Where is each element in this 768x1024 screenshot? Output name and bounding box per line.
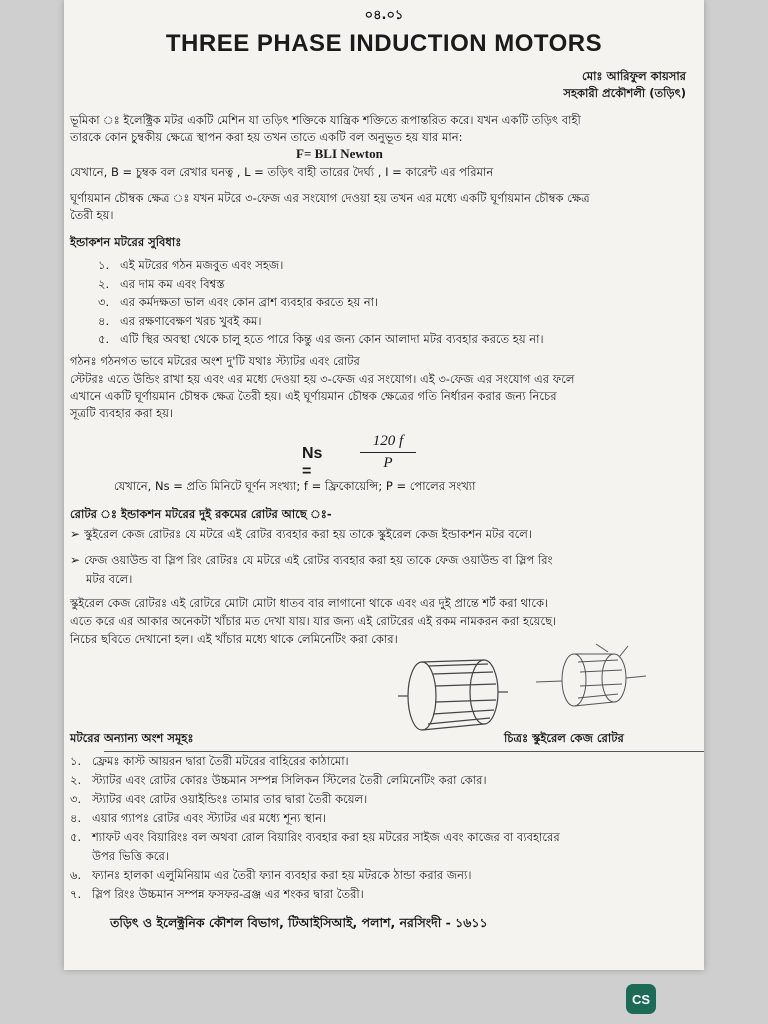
fraction-bar	[360, 452, 416, 453]
author-block	[563, 68, 686, 102]
construction-line: গঠনঃ গঠনগত ভাবে মটরের অংশ দু'টি যথাঃ স্ট্যাটর এবং রোটর	[70, 354, 360, 368]
camscanner-logo-icon: CS	[626, 984, 656, 1014]
list-item: ৩. এর কর্মদক্ষতা ভাল এবং কোন ব্রাশ ব্যবহার করতে হয় না।	[98, 295, 379, 309]
list-item: ২. এর দাম কম এবং বিশ্বস্ত	[98, 276, 225, 291]
arrow-bullet-icon: ➢	[70, 553, 81, 567]
rotating-field-line-2: তৈরী হয়।	[70, 208, 114, 222]
author-designation: সহকারী প্রকৌশলী (তড়িৎ)	[563, 86, 686, 100]
stator-line-1: স্টেটরঃ এতে উন্ডিং রাখা হয় এবং এর মধ্যে দেওয়া হয় ৩-ফেজ এর সংযোগ। এই ৩-ফেজ এর সংযোগ এর ফলে	[70, 372, 575, 386]
stator-line-2: এখানে একটি ঘূর্ণায়মান চৌম্বক ক্ষেত্র তৈরী হয়। এই ঘূর্ণায়মান চৌম্বক ক্ষেত্রের গতি নির্ধারন করার জন্য নিচের	[70, 389, 557, 403]
page-number: ০৪.০১	[364, 8, 404, 23]
rotor-type-1: ➢ স্কুইরেল কেজ রোটরঃ যে মটরে এই রোটর ব্যবহার করা হয় তাকে স্কুইরেল কেজ ইন্ডাকশন মটর বলে।	[70, 527, 532, 541]
speed-formula-numerator: 120 f	[372, 433, 404, 449]
list-item: ৭. স্লিপ রিংঃ উচ্চমান সম্পন্ন ফসফর-ব্রঞ্জ এর শংকর দ্বারা তৈরী।	[70, 887, 364, 901]
list-item: ২. স্ট্যাটর এবং রোটর কোরঃ উচ্চমান সম্পন্ন সিলিকন স্টিলের তৈরী লেমিনেটিং করা কোর।	[70, 773, 487, 787]
list-item: ১. এই মটরের গঠন মজবুত এবং সহজ।	[98, 258, 284, 272]
author-name: মোঃ আরিফুল কায়সার	[582, 69, 686, 83]
figure-caption: চিত্রঃ স্কুইরেল কেজ রোটর	[504, 731, 624, 745]
other-parts-list	[70, 752, 560, 904]
list-item: উপর ভিত্তি করে।	[92, 849, 169, 863]
intro-line-2: তারকে কোন চুম্বকীয় ক্ষেত্রে স্থাপন করা হয় তখন তাতে একটি বল অনুভূত হয় যার মান:	[70, 130, 463, 144]
squirrel-line-3: নিচের ছবিতে দেখানো হল। এই খাঁচার মধ্যে থাকে লেমিনেটিং করা কোর।	[70, 632, 398, 646]
rotor-type-2-cont: মটর বলে।	[86, 572, 133, 586]
squirrel-line-1: স্কুইরেল কেজ রোটরঃ এই রোটরে মোটা মোটা ধাতব বার লাগানো থাকে এবং এর দুই প্রান্তে শর্ট করা থাকে।	[70, 596, 549, 610]
speed-formula-where: যেখানে, Ns = প্রতি মিনিটে ঘূর্ণন সংখ্যা; f = ফ্রিকোয়েন্সি; P = পোলের সংখ্যা	[114, 479, 476, 493]
other-parts-heading: মটরের অন্যান্য অংশ সমূহঃ	[70, 731, 194, 745]
force-formula: F= BLI Newton	[296, 146, 383, 161]
intro-where: যেখানে, B = চুম্বক বল রেখার ঘনত্ব , L = তড়িৎ বাহী তারের দৈর্ঘ্য , I = কারেন্ট এর পরিমান	[70, 165, 494, 179]
advantages-heading: ইন্ডাকশন মটরের সুবিধাঃ	[70, 235, 182, 249]
advantages-list	[98, 256, 544, 349]
page-title: THREE PHASE INDUCTION MOTORS	[165, 30, 603, 57]
speed-formula-fraction	[360, 433, 416, 472]
arrow-bullet-icon: ➢	[70, 527, 81, 541]
rotating-field-line-1: ঘূর্ণায়মান চৌম্বক ক্ষেত্র ঃ যখন মটরে ৩-ফেজ এর সংযোগ দেওয়া হয় তখন এর মধ্যে একটি ঘূর্ণায়মান চৌম্বক ক্ষেত্র	[70, 191, 590, 205]
document-page	[64, 0, 704, 970]
list-item: ৬. ফ্যানঃ হালকা এলুমিনিয়াম এর তৈরী ফ্যান ব্যবহার করা হয় মটরকে ঠান্ডা করার জন্য।	[70, 868, 472, 882]
footer-department: তড়িৎ ও ইলেক্ট্রনিক কৌশল বিভাগ, টিআইসিআই, পলাশ, নরসিংদী - ১৬১১	[110, 915, 488, 930]
squirrel-line-2: এতে করে এর আকার অনেকটা খাঁচার মত দেখা যায়। যার জন্য এই রোটরের এই রকম নামকরন করা হয়েছে।	[70, 614, 557, 628]
list-item: ৪. এয়ার গ্যাপঃ রোটর এবং স্ট্যাটর এর মধ্যে শূন্য স্থান।	[70, 811, 327, 825]
stator-line-3: সূত্রটি ব্যবহার করা হয়।	[70, 406, 174, 420]
list-item: ১. ফ্রেমঃ কাস্ট আয়রন দ্বারা তৈরী মটরের বাহিরের কাঠামো।	[70, 754, 349, 768]
list-item: ৫. শ্যাফট এবং বিয়ারিংঃ বল অথবা রোল বিয়ারিং ব্যবহার করা হয় মটরের সাইজ এবং কাজের বা ব্যবহারের	[70, 830, 560, 844]
list-item: ৫. এটি স্থির অবস্থা থেকে চালু হতে পারে কিন্তু এর জন্য কোন আলাদা মটর ব্যবহার করতে হয় না।	[98, 332, 544, 346]
rotor-type-2: ➢ ফেজ ওয়াউন্ড বা স্লিপ রিং রোটরঃ যে মটরে এই রোটর ব্যবহার করা হয় তাকে ফেজ ওয়াউন্ড বা স্লিপ রিং	[70, 553, 553, 567]
rotor-core-drawing	[536, 640, 646, 720]
list-item: ৩. স্ট্যাটর এবং রোটর ওয়াইন্ডিংঃ তামার তার দ্বারা তৈরী কয়েল।	[70, 792, 368, 806]
intro-line-1: ভূমিকা ঃ ইলেক্ট্রিক মটর একটি মেশিন যা তড়িৎ শক্তিকে যান্ত্রিক শক্তিতে রূপান্তরিত করে। যখন একটি তড়িৎ বাহী	[70, 113, 581, 127]
speed-formula-denominator: P	[383, 455, 393, 471]
rotor-heading: রোটর ঃ ইন্ডাকশন মটরের দুই রকমের রোটর আছে ঃ-	[70, 507, 332, 521]
list-item: ৪. এর রক্ষণাবেক্ষণ খরচ খুবই কম।	[98, 313, 262, 328]
squirrel-cage-drawing	[398, 652, 508, 740]
speed-formula-lhs: Ns =	[302, 445, 323, 480]
